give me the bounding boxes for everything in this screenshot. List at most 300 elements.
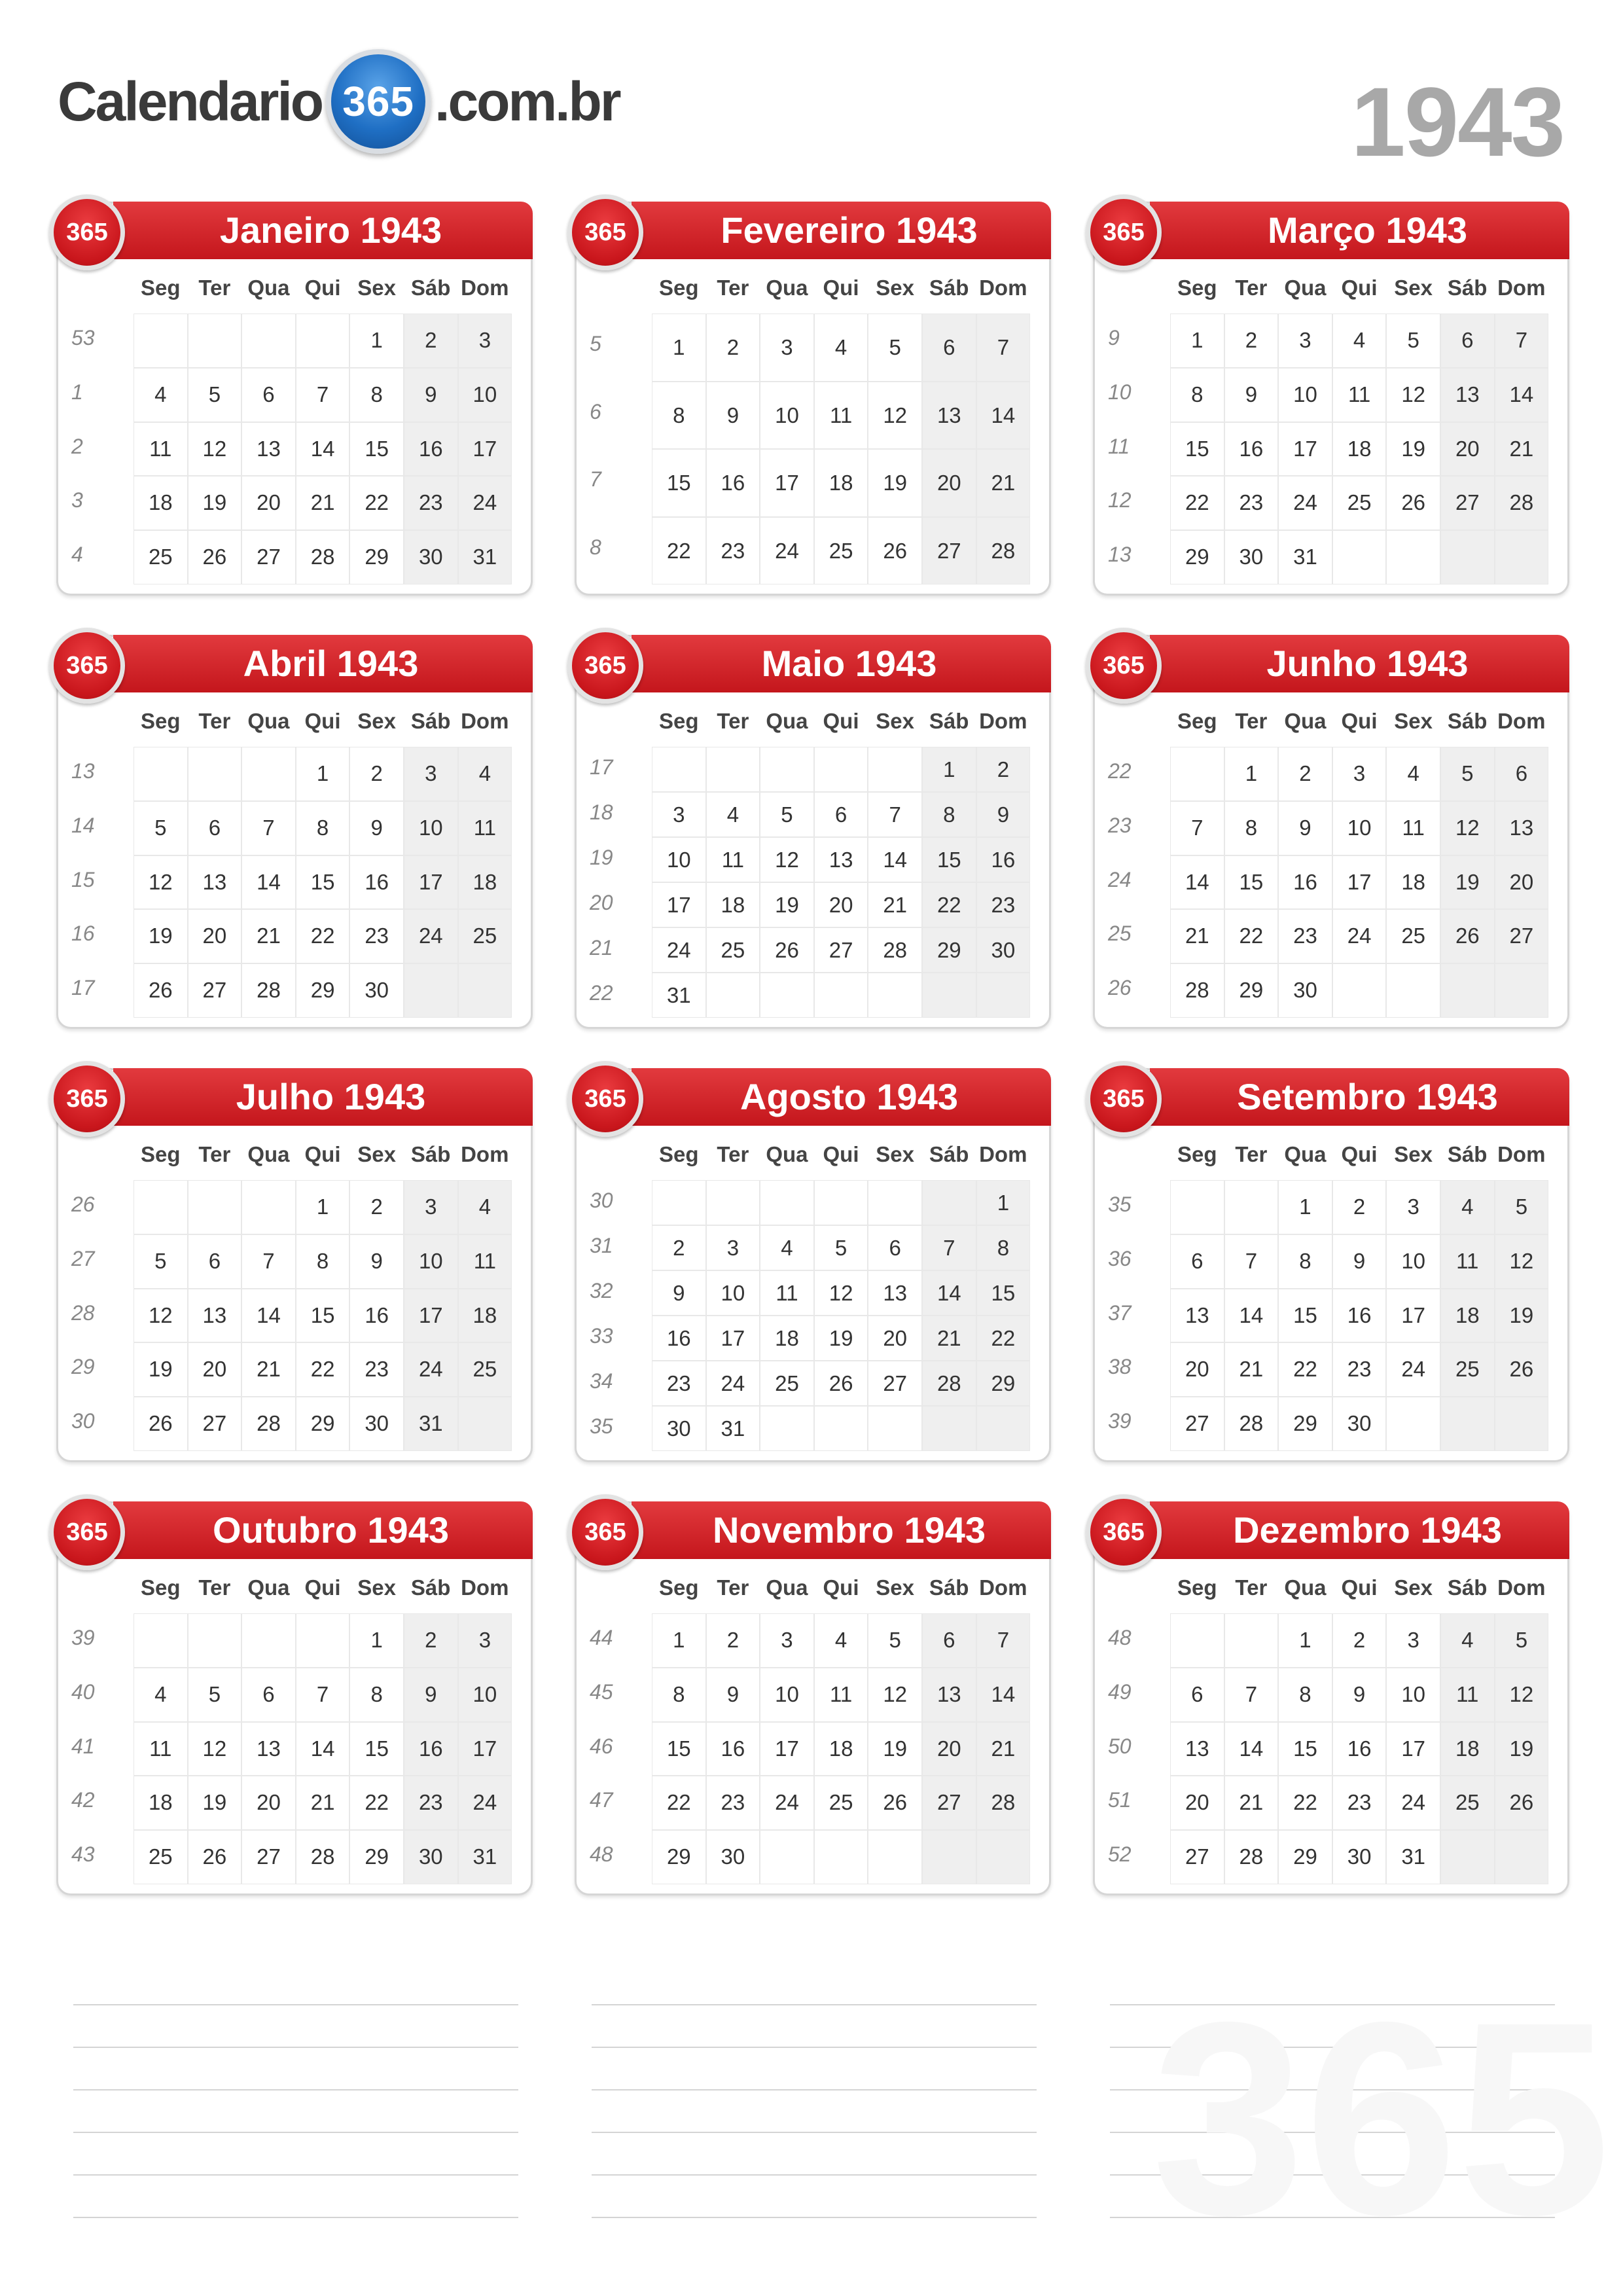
month-badge-text: 365 [1103,1085,1145,1113]
day-cell: 20 [188,1342,242,1397]
day-cell: 15 [1278,1722,1332,1776]
weekday-header [652,1142,1030,1168]
week-number: 22 [590,981,613,1005]
weekday-label: Ter [198,276,231,300]
day-cell: 25 [458,1342,512,1397]
day-cell: 5 [814,1225,868,1270]
month-header [1150,202,1569,259]
day-cell: 15 [652,449,706,517]
weekday-label: Sex [1394,709,1433,733]
day-cell: 22 [296,909,350,963]
day-cell: 17 [458,422,512,476]
day-cell: 18 [1332,422,1387,476]
day-cell: 8 [652,382,706,450]
day-cell: 13 [1170,1289,1224,1343]
week-number: 50 [1108,1734,1132,1758]
week-number: 13 [71,759,95,783]
day-cell: 7 [976,314,1031,382]
day-cell: 7 [296,1668,350,1722]
day-cell: 31 [1386,1830,1440,1884]
day-cell: 21 [976,449,1031,517]
weekday-label: Dom [1497,276,1546,300]
month-badge-text: 365 [584,1085,626,1113]
weekday-label: Sáb [1447,276,1488,300]
day-cell: 26 [1495,1342,1549,1397]
weekday-label: Ter [198,1142,231,1166]
week-number: 38 [1108,1355,1132,1379]
day-cell: 19 [134,1342,188,1397]
day-cell [134,314,188,368]
day-cell: 26 [1440,909,1495,963]
day-cell: 14 [1170,855,1224,910]
month-badge-text: 365 [1103,1518,1145,1546]
day-cell [706,747,760,792]
day-cell [1495,1830,1549,1884]
month-header [113,202,533,259]
day-cell: 28 [1495,476,1549,530]
weekday-label: Ter [717,709,749,733]
day-cell: 25 [760,1361,814,1406]
weekday-label: Qui [304,1142,341,1166]
day-cell: 8 [349,1668,404,1722]
month-card [1093,1501,1569,1895]
day-cell: 16 [652,1316,706,1361]
day-cell: 22 [652,517,706,585]
weekday-header [1170,709,1548,735]
day-cell: 9 [652,1270,706,1316]
month-badge-text: 365 [1103,651,1145,679]
day-cell: 9 [976,792,1031,837]
day-cell: 4 [760,1225,814,1270]
day-cell: 9 [349,801,404,855]
month-badge-icon [1086,628,1162,704]
weekday-label: Seg [659,1142,699,1166]
week-number: 11 [1108,434,1130,458]
day-cell: 6 [922,314,976,382]
weekday-label: Ter [1235,276,1268,300]
weekday-label: Dom [1497,1142,1546,1166]
day-cell: 10 [404,1234,458,1289]
weekday-label: Dom [1497,709,1546,733]
month-badge-icon [567,194,643,270]
weekday-label: Qua [1284,1142,1327,1166]
day-cell: 19 [188,476,242,530]
note-line [592,2004,1037,2005]
week-number: 19 [590,846,613,869]
day-cell: 25 [1440,1342,1495,1397]
day-cell [1170,747,1224,801]
day-cell: 23 [706,1776,760,1830]
weekday-label: Sáb [929,276,969,300]
day-cell: 18 [458,855,512,910]
week-number: 30 [71,1409,95,1433]
weekday-label: Ter [1235,709,1268,733]
day-cell: 5 [134,801,188,855]
day-cell: 23 [706,517,760,585]
day-cell: 15 [1278,1289,1332,1343]
day-cell: 20 [241,476,296,530]
day-cell: 2 [976,747,1031,792]
day-cell: 24 [760,517,814,585]
day-cell: 31 [706,1406,760,1451]
day-cell: 7 [296,368,350,422]
day-cell: 13 [241,422,296,476]
day-cell: 2 [404,1613,458,1668]
day-cell: 15 [652,1722,706,1776]
day-cell [760,973,814,1018]
day-cell: 13 [188,1289,242,1343]
day-cell: 3 [1386,1180,1440,1234]
day-cell: 10 [760,382,814,450]
day-cell: 29 [349,530,404,584]
day-cell: 16 [1224,422,1279,476]
week-number: 15 [71,867,95,891]
day-cell: 20 [922,1722,976,1776]
week-number: 43 [71,1842,95,1867]
day-cell: 17 [1386,1722,1440,1776]
weekday-label: Ter [198,709,231,733]
day-cell: 13 [1495,801,1549,855]
day-cell: 16 [404,1722,458,1776]
day-cell: 5 [1495,1180,1549,1234]
day-cell: 10 [1386,1668,1440,1722]
day-cell: 30 [349,1397,404,1451]
day-cell: 8 [976,1225,1031,1270]
day-cell: 1 [1278,1180,1332,1234]
day-cell [868,1180,922,1225]
week-number: 45 [590,1679,613,1704]
day-cell: 22 [1224,909,1279,963]
week-number: 24 [1108,867,1132,891]
day-cell: 4 [134,368,188,422]
day-cell [922,973,976,1018]
day-cell: 3 [1332,747,1387,801]
month-badge-icon [567,1061,643,1137]
day-cell: 14 [1224,1722,1279,1776]
note-line [73,2047,518,2048]
week-number: 4 [71,543,83,567]
day-cell: 28 [976,517,1031,585]
day-cell: 26 [188,530,242,584]
day-cell: 15 [349,1722,404,1776]
day-cell [706,1180,760,1225]
day-cell: 20 [188,909,242,963]
day-cell: 18 [458,1289,512,1343]
day-cell: 6 [1170,1668,1224,1722]
day-cell: 4 [814,1613,868,1668]
day-cell: 15 [1170,422,1224,476]
week-number: 28 [71,1300,95,1325]
day-cell: 3 [404,1180,458,1234]
day-cell: 1 [652,1613,706,1668]
day-cell: 12 [868,1668,922,1722]
weekday-label: Sáb [410,1142,451,1166]
day-cell: 8 [349,368,404,422]
day-cell: 11 [458,801,512,855]
day-cell: 1 [976,1180,1031,1225]
weekday-label: Sáb [929,709,969,733]
month-card [56,202,533,596]
day-cell [814,1180,868,1225]
day-cell: 28 [296,1830,350,1884]
day-cell: 5 [760,792,814,837]
day-cell: 2 [1332,1613,1387,1668]
day-cell: 27 [922,517,976,585]
day-cell: 27 [188,963,242,1018]
day-cell: 25 [134,1830,188,1884]
day-cell [1224,1613,1279,1668]
day-cell: 22 [349,476,404,530]
day-cell: 14 [976,382,1031,450]
weekday-label: Qua [766,276,808,300]
day-cell: 14 [976,1668,1031,1722]
day-cell [188,747,242,801]
day-cell: 24 [760,1776,814,1830]
day-cell: 26 [760,927,814,973]
weekday-header [652,276,1030,302]
day-cell: 7 [1224,1234,1279,1289]
day-cell: 23 [404,476,458,530]
day-cell: 30 [1332,1830,1387,1884]
month-card [56,1068,533,1462]
day-cell: 29 [1224,963,1279,1018]
day-cell: 23 [976,882,1031,927]
week-number: 40 [71,1679,95,1704]
day-cell: 19 [134,909,188,963]
day-cell: 8 [296,1234,350,1289]
month-title: Março 1943 [1267,209,1468,251]
weekday-label: Seg [659,1575,699,1600]
month-header [1150,1068,1569,1126]
day-cell: 24 [706,1361,760,1406]
day-cell: 15 [296,1289,350,1343]
day-cell: 9 [404,1668,458,1722]
month-badge-icon [49,1061,125,1137]
day-cell: 9 [706,382,760,450]
day-cell: 10 [706,1270,760,1316]
week-number: 1 [71,380,83,404]
day-cell: 6 [241,1668,296,1722]
weekday-label: Seg [659,709,699,733]
day-cell: 8 [922,792,976,837]
day-cell: 15 [349,422,404,476]
day-cell [241,1180,296,1234]
week-number: 12 [1108,488,1132,512]
day-cell: 9 [349,1234,404,1289]
weekday-label: Sex [1394,1575,1433,1600]
day-cell [922,1406,976,1451]
calendar-grid [56,202,1572,1907]
day-cell: 21 [296,476,350,530]
day-cell: 19 [1495,1722,1549,1776]
day-cell: 19 [1386,422,1440,476]
day-cell: 30 [404,1830,458,1884]
day-cell: 25 [706,927,760,973]
weekday-label: Sáb [410,1575,451,1600]
week-number: 46 [590,1734,613,1758]
month-badge-icon [49,194,125,270]
day-cell: 18 [1440,1722,1495,1776]
day-cell: 21 [1495,422,1549,476]
day-cell: 27 [241,1830,296,1884]
day-cell [458,963,512,1018]
day-cell: 14 [296,1722,350,1776]
week-number: 39 [71,1626,95,1649]
week-number: 41 [71,1734,95,1758]
day-cell: 24 [1386,1342,1440,1397]
day-cell: 19 [868,1722,922,1776]
day-cell: 9 [1332,1668,1387,1722]
day-cell: 23 [652,1361,706,1406]
day-cell [814,1406,868,1451]
week-number: 27 [71,1246,95,1270]
day-cell: 18 [1440,1289,1495,1343]
week-number: 48 [1108,1626,1132,1649]
day-cell: 18 [760,1316,814,1361]
weekday-header [134,1575,512,1602]
day-cell [404,963,458,1018]
day-cell: 11 [134,422,188,476]
day-cell: 11 [134,1722,188,1776]
month-title: Julho 1943 [236,1076,426,1117]
day-cell: 23 [349,909,404,963]
month-header [1150,635,1569,692]
month-badge-icon [567,628,643,704]
day-cell: 24 [458,1776,512,1830]
day-cell: 2 [404,314,458,368]
day-cell: 24 [652,927,706,973]
week-number: 14 [71,813,95,837]
weekday-label: Sáb [1447,709,1488,733]
day-cell: 6 [1495,747,1549,801]
weekday-label: Sex [1394,276,1433,300]
day-cell [1332,530,1387,584]
day-cell: 12 [134,855,188,910]
day-cell: 3 [458,1613,512,1668]
weekday-label: Qui [1341,709,1378,733]
day-cell: 28 [241,1397,296,1451]
week-number: 10 [1108,380,1132,404]
day-cell: 25 [1440,1776,1495,1830]
day-cell: 11 [706,837,760,882]
month-title: Abril 1943 [243,643,419,684]
week-number: 49 [1108,1679,1132,1704]
day-cell: 20 [868,1316,922,1361]
weekday-label: Qui [823,709,859,733]
week-number: 16 [71,922,95,946]
day-cell: 24 [404,909,458,963]
day-cell: 11 [1386,801,1440,855]
note-line [73,2174,518,2176]
day-cell: 20 [1170,1342,1224,1397]
day-cell: 31 [1278,530,1332,584]
day-cell: 26 [814,1361,868,1406]
day-cell: 22 [652,1776,706,1830]
day-cell: 2 [1332,1180,1387,1234]
week-number: 9 [1108,326,1120,350]
day-cell: 23 [404,1776,458,1830]
day-cell: 7 [1495,314,1549,368]
month-header [632,202,1051,259]
day-cell: 19 [1440,855,1495,910]
day-cell [652,1180,706,1225]
day-cell: 24 [1332,909,1387,963]
day-cell: 11 [1440,1234,1495,1289]
day-cell: 7 [1170,801,1224,855]
month-badge-text: 365 [584,1518,626,1546]
weekday-label: Qui [304,1575,341,1600]
day-cell: 10 [1332,801,1387,855]
day-cell: 21 [1170,909,1224,963]
day-cell: 30 [1224,530,1279,584]
week-number: 20 [590,891,613,914]
day-cell: 31 [458,1830,512,1884]
day-cell: 7 [976,1613,1031,1668]
weekday-label: Ter [198,1575,231,1600]
day-cell: 2 [1224,314,1279,368]
day-cell: 5 [1495,1613,1549,1668]
week-number: 35 [590,1414,613,1438]
day-cell [188,1613,242,1668]
day-cell: 4 [458,747,512,801]
site-logo[interactable] [58,46,620,157]
day-cell [1440,1397,1495,1451]
day-cell: 17 [1386,1289,1440,1343]
week-number: 8 [590,535,601,559]
weekday-header [1170,1575,1548,1602]
day-cell: 10 [458,368,512,422]
month-header [1150,1501,1569,1559]
day-cell: 16 [706,449,760,517]
weekday-label: Sáb [1447,1142,1488,1166]
day-cell [188,314,242,368]
day-cell: 5 [188,368,242,422]
day-cell [868,973,922,1018]
day-cell: 1 [652,314,706,382]
day-cell: 12 [188,422,242,476]
day-cell: 2 [349,747,404,801]
day-cell: 3 [760,314,814,382]
month-header [632,1068,1051,1126]
month-header [113,635,533,692]
day-cell: 27 [188,1397,242,1451]
day-cell: 3 [706,1225,760,1270]
day-cell: 16 [404,422,458,476]
day-cell: 4 [1440,1180,1495,1234]
day-cell: 26 [1386,476,1440,530]
weekday-label: Sáb [1447,1575,1488,1600]
month-card [575,1068,1051,1462]
day-cell: 31 [404,1397,458,1451]
day-cell: 24 [1278,476,1332,530]
day-cell: 21 [1224,1776,1279,1830]
day-cell: 15 [1224,855,1279,910]
day-cell [134,1180,188,1234]
day-cell: 26 [134,1397,188,1451]
day-cell [922,1180,976,1225]
week-number: 5 [590,332,601,355]
day-cell: 26 [1495,1776,1549,1830]
day-cell: 29 [652,1830,706,1884]
weekday-header [1170,276,1548,302]
day-cell: 9 [1332,1234,1387,1289]
day-cell: 5 [1440,747,1495,801]
day-cell: 27 [814,927,868,973]
day-cell: 2 [652,1225,706,1270]
day-cell: 5 [134,1234,188,1289]
week-number: 17 [71,976,95,1000]
day-cell: 16 [349,855,404,910]
